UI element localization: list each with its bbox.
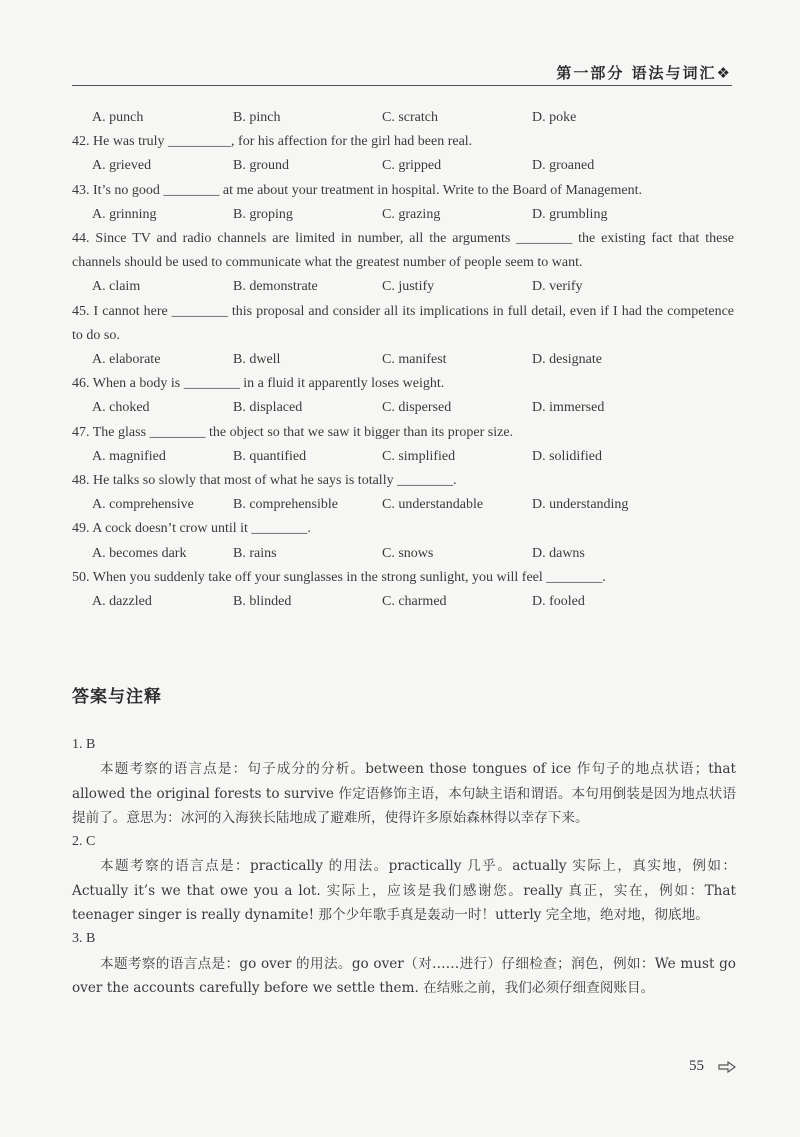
question-list: [72, 106, 734, 614]
answer-number: 1. B: [72, 737, 96, 752]
option-d: D. immersed: [532, 400, 605, 416]
options-row: [72, 275, 734, 299]
option-c: C. charmed: [382, 594, 447, 610]
question-45: 45. I cannot here ________ this proposal and consider all its implications in full detail, even if I had the competence to do so.: [72, 303, 734, 343]
option-c: C. justify: [382, 279, 435, 295]
option-c: C. grazing: [382, 206, 441, 222]
option-d: D. grumbling: [532, 206, 608, 222]
answer-number: 3. B: [72, 931, 96, 947]
question-48: 48. He talks so slowly that most of what he says is totally ________.: [72, 473, 457, 489]
option-c: C. simplified: [382, 448, 456, 464]
option-c: C. gripped: [382, 158, 442, 174]
option-d: D. understanding: [532, 497, 629, 513]
question-44: 44. Since TV and radio channels are limited in number, all the arguments ________ the existing fact that these channels should be used to communicate what the greatest number of people seem to want.: [72, 231, 734, 271]
option-d: D. solidified: [532, 448, 602, 464]
option-a: A. punch: [92, 110, 144, 125]
option-c: C. dispersed: [382, 400, 452, 416]
option-b: B. displaced: [233, 400, 303, 416]
option-a: A. grieved: [92, 158, 152, 174]
question-46: 46. When a body is ________ in a fluid it apparently loses weight.: [72, 376, 445, 392]
option-b: B. pinch: [233, 110, 281, 125]
answers-section-title: 答案与注释: [72, 687, 162, 707]
option-a: A. elaborate: [92, 352, 161, 368]
answer-explanation: 本题考察的语言点是：go over 的用法。go over（对……进行）仔细检查；润色，例如：We must go over the accounts carefully before we settle them. 在结账之前，我们必须仔细查阅账目。: [72, 955, 736, 996]
option-d: D. dawns: [532, 545, 585, 561]
option-c: C. manifest: [382, 352, 447, 368]
option-a: A. becomes dark: [92, 545, 187, 561]
option-b: B. rains: [233, 545, 277, 561]
option-b: B. dwell: [233, 352, 281, 368]
option-c: C. understandable: [382, 497, 484, 513]
chapter-title: 第一部分 语法与词汇❖: [556, 64, 732, 82]
options-row: [72, 396, 734, 420]
option-a: A. magnified: [92, 448, 166, 464]
option-c: C. snows: [382, 545, 434, 561]
options-row: [72, 445, 734, 469]
answers-list: [72, 733, 736, 1000]
options-row: [72, 493, 734, 517]
option-c: C. scratch: [382, 110, 438, 125]
question-49: 49. A cock doesn’t crow until it ________.: [72, 521, 311, 537]
option-b: B. blinded: [233, 594, 292, 610]
option-b: B. demonstrate: [233, 279, 318, 295]
option-a: A. grinning: [92, 206, 157, 222]
options-row: [72, 106, 734, 130]
option-a: A. claim: [92, 279, 141, 295]
option-d: D. fooled: [532, 594, 585, 610]
option-a: A. choked: [92, 400, 150, 416]
page-number: 55: [689, 1058, 704, 1074]
option-d: D. designate: [532, 352, 602, 368]
question-43: 43. It’s no good ________ at me about your treatment in hospital. Write to the Board of Management.: [72, 182, 642, 198]
option-d: D. poke: [532, 110, 577, 125]
option-d: D. groaned: [532, 158, 595, 174]
page-footer: [689, 1058, 736, 1075]
header-divider: [72, 85, 732, 86]
options-row: [72, 203, 734, 227]
option-b: B. groping: [233, 206, 293, 222]
options-row: [72, 154, 734, 178]
next-page-arrow-icon: [718, 1061, 736, 1073]
answer-number: 2. C: [72, 834, 96, 850]
option-d: D. verify: [532, 279, 583, 295]
answer-explanation: 本题考察的语言点是：句子成分的分析。between those tongues of ice 作句子的地点状语；that allowed the original forests to survive 作定语修饰主语，本句缺主语和谓语。本句用倒装是因为地点状语提前了。意思为：冰河的入海狭长陆地成了避难所，使得许多原始森林得以幸存下来。: [72, 761, 736, 826]
question-47: 47. The glass ________ the object so that we saw it bigger than its proper size.: [72, 424, 514, 440]
options-row: [72, 348, 734, 372]
options-row: [72, 542, 734, 566]
options-row: [72, 590, 734, 614]
option-b: B. quantified: [233, 448, 307, 464]
answer-explanation: 本题考察的语言点是：practically 的用法。practically 几乎。actually 实际上，真实地，例如：Actually it’s we that owe you a lot. 实际上，应该是我们感谢您。really 真正，实在，例如：That teenager singer is really dynamite! 那个少年歌手真是轰动一时！utterly 完全地，绝对地，彻底地。: [72, 858, 736, 924]
option-b: B. ground: [233, 158, 289, 174]
option-a: A. dazzled: [92, 594, 152, 610]
question-42: 42. He was truly _________, for his affection for the girl had been real.: [72, 134, 473, 150]
option-b: B. comprehensible: [233, 497, 338, 513]
option-a: A. comprehensive: [92, 497, 194, 513]
question-50: 50. When you suddenly take off your sunglasses in the strong sunlight, you will feel ________.: [72, 569, 606, 585]
page-header: [0, 0, 800, 92]
